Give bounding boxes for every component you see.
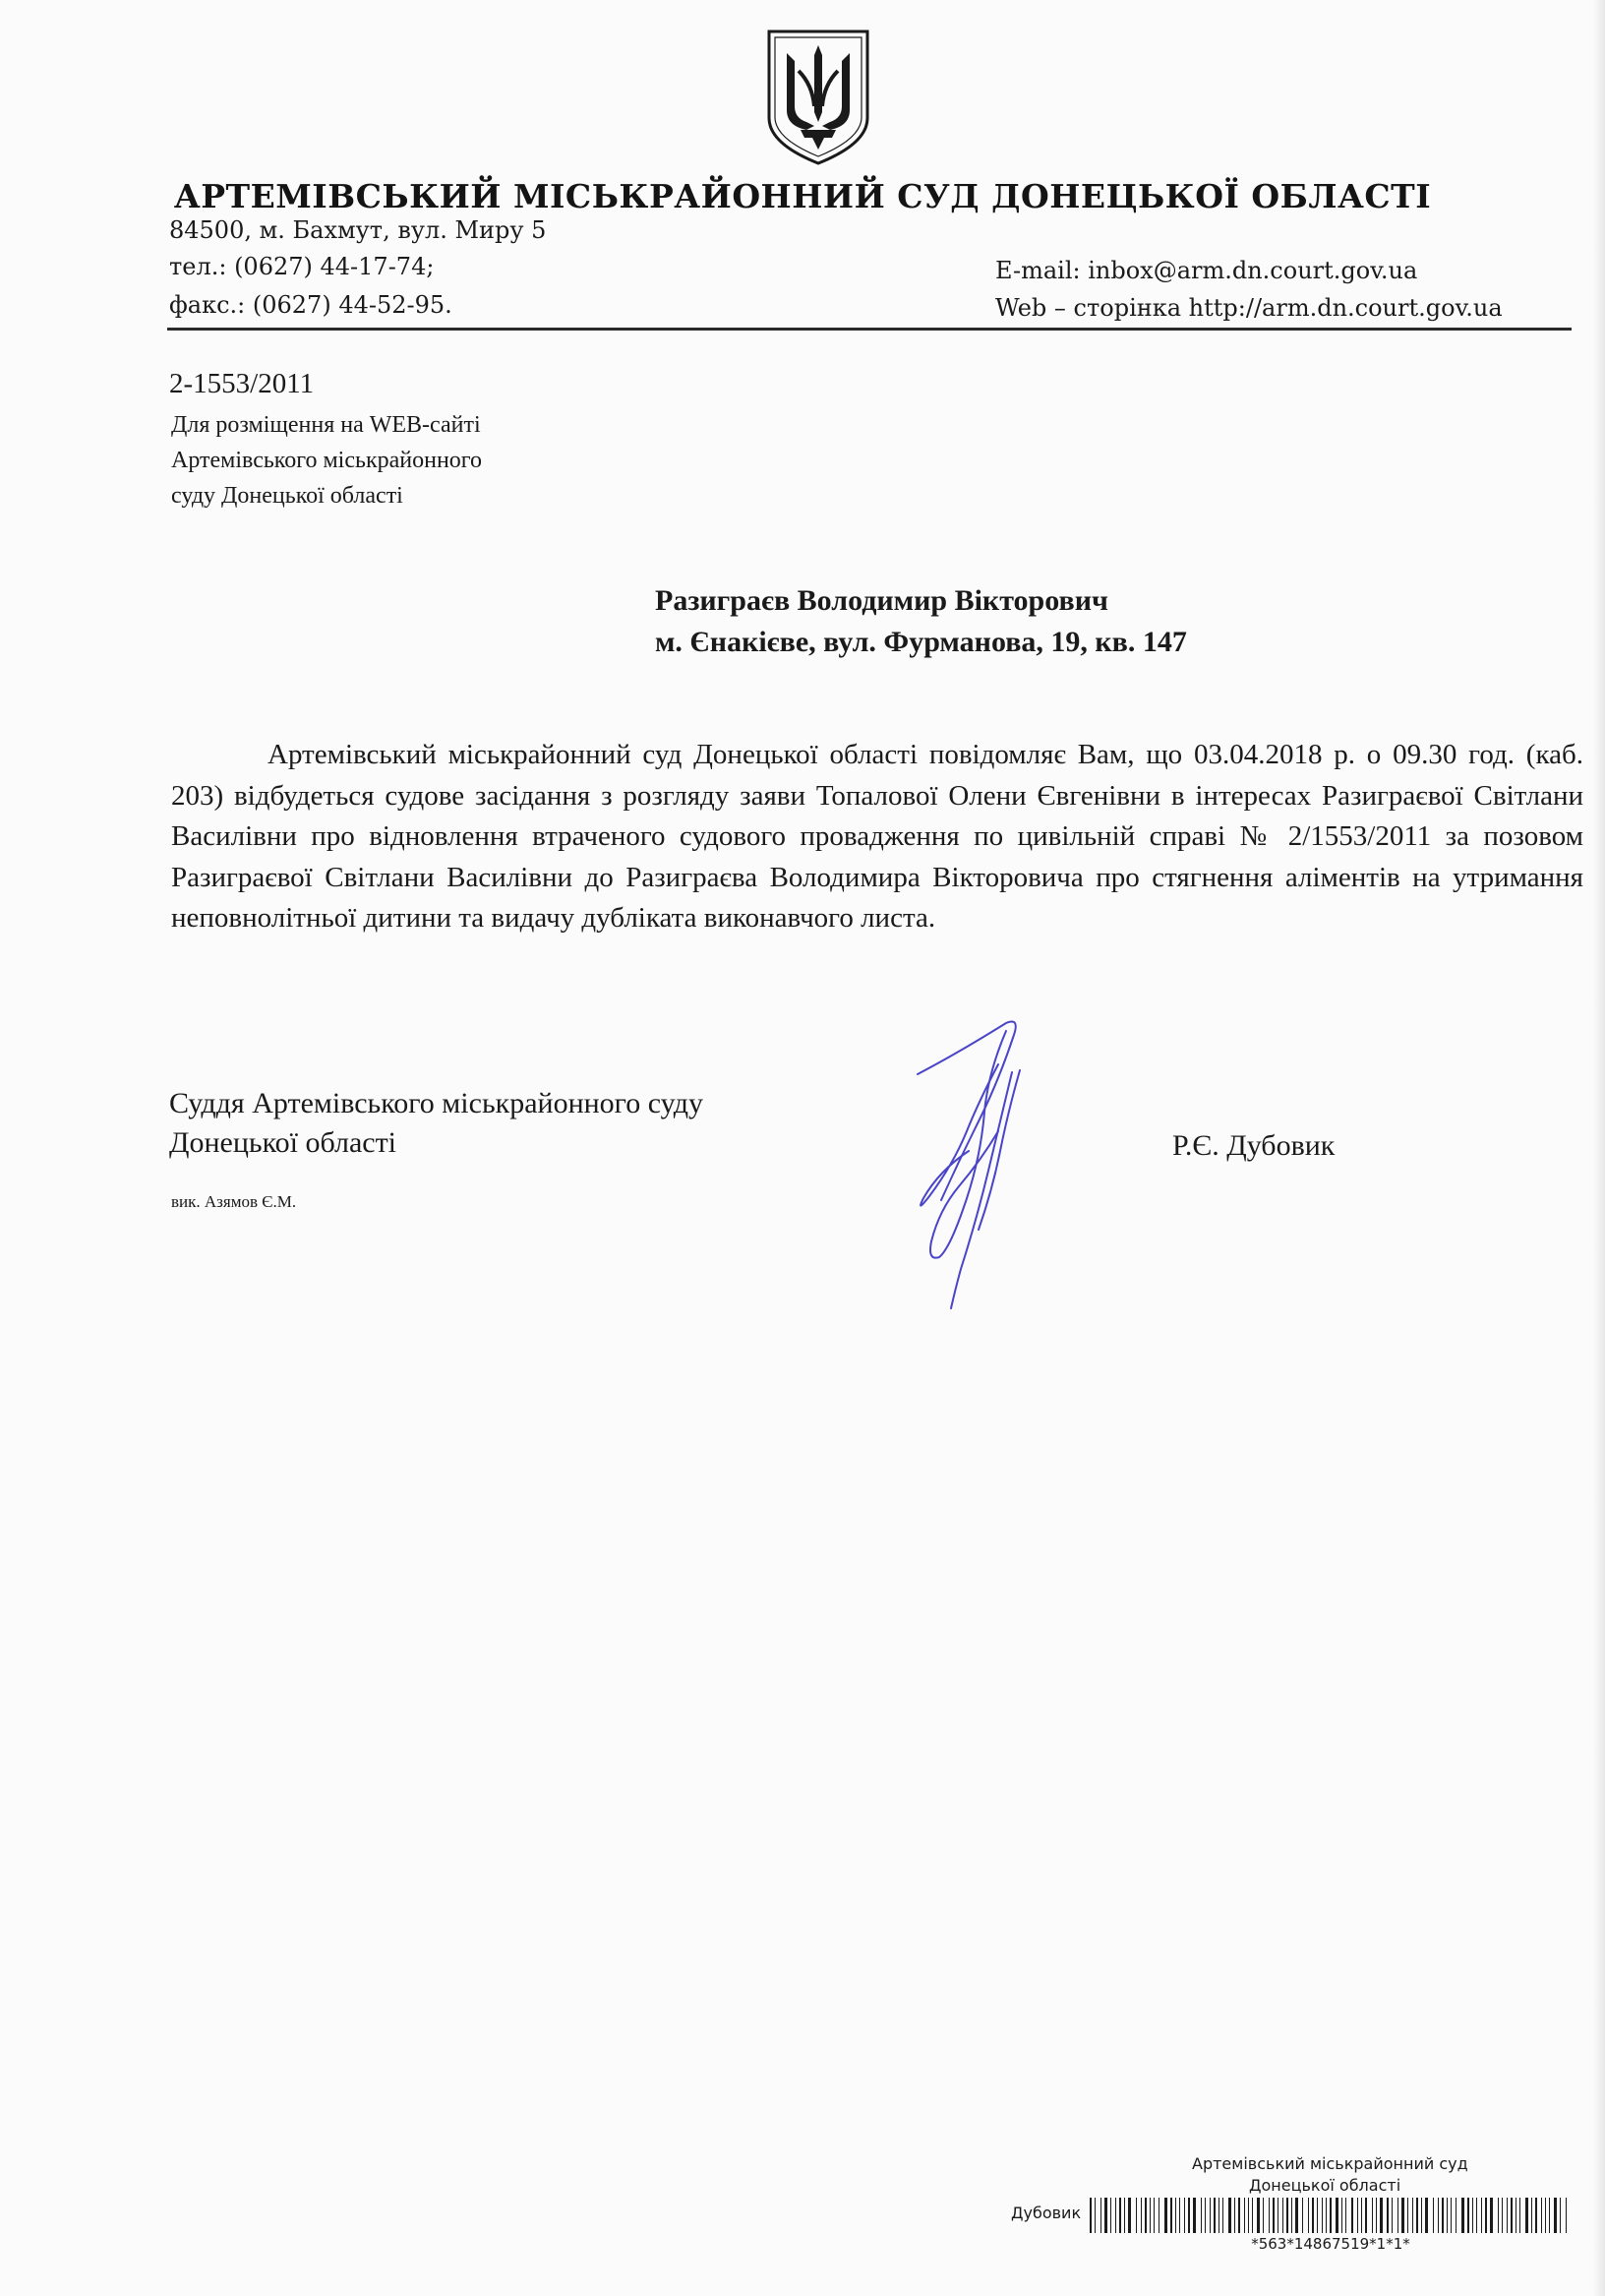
barcode-bar <box>1115 2198 1116 2233</box>
barcode-bar <box>1302 2198 1303 2233</box>
barcode-bar <box>1263 2198 1264 2233</box>
barcode-bar <box>1128 2198 1131 2233</box>
scan-edge-shadow <box>1593 0 1605 2296</box>
barcode-bar <box>1104 2198 1107 2233</box>
barcode-bar <box>1397 2198 1398 2233</box>
barcode-bar <box>1273 2198 1275 2233</box>
court-fax: факс.: (0627) 44-52-95. <box>169 291 452 319</box>
court-address: 84500, м. Бахмут, вул. Миру 5 <box>169 216 547 244</box>
barcode-bar <box>1317 2198 1318 2233</box>
barcode-bar <box>1345 2198 1346 2233</box>
barcode-bar <box>1433 2198 1434 2233</box>
barcode-bar <box>1376 2198 1377 2233</box>
barcode-bar <box>1201 2198 1202 2233</box>
barcode-bar <box>1485 2198 1487 2233</box>
barcode-bar <box>1193 2198 1196 2233</box>
court-website: Web – сторінка http://arm.dn.court.gov.ua <box>995 294 1503 322</box>
barcode-bar <box>1541 2198 1542 2233</box>
barcode-bar <box>1110 2198 1111 2233</box>
placement-note-line-3: суду Донецької області <box>171 483 403 509</box>
barcode-bar <box>1308 2198 1309 2233</box>
barcode-bar <box>1407 2198 1408 2233</box>
header-divider <box>167 328 1572 331</box>
executor-name: вик. Азямов Є.М. <box>171 1192 297 1211</box>
barcode-bar <box>1525 2198 1528 2233</box>
barcode-bar <box>1361 2198 1362 2233</box>
barcode-bar <box>1090 2198 1092 2233</box>
barcode-bar <box>1257 2198 1260 2233</box>
barcode-bar <box>1380 2198 1383 2233</box>
barcode-bar <box>1498 2198 1499 2233</box>
court-name-heading: АРТЕМІВСЬКИЙ МІСЬКРАЙОННИЙ СУД ДОНЕЦЬКОЇ ОБЛАСТІ <box>173 177 1432 215</box>
barcode-bar <box>1145 2198 1147 2233</box>
barcode-bar <box>1412 2198 1413 2233</box>
barcode-bar <box>1175 2198 1176 2233</box>
barcode-bar <box>1179 2198 1180 2233</box>
registration-label: Дубовик <box>1011 2204 1082 2222</box>
barcode-bar <box>1336 2198 1338 2233</box>
barcode-bar <box>1442 2198 1444 2233</box>
judge-title-line-2: Донецької області <box>169 1126 397 1159</box>
barcode-bar <box>1519 2198 1520 2233</box>
barcode-bar <box>1507 2198 1508 2233</box>
barcode-bar <box>1554 2198 1557 2233</box>
barcode-bar <box>1416 2198 1418 2233</box>
barcode-bar <box>1511 2198 1513 2233</box>
barcode-bar <box>1252 2198 1253 2233</box>
addressee-name: Разиграєв Володимир Вікторович <box>655 584 1108 617</box>
barcode-bar <box>1188 2198 1190 2233</box>
barcode-bar <box>1222 2198 1223 2233</box>
placement-note-line-2: Артемівського міськрайонного <box>171 448 483 473</box>
registration-court-line-1: Артемівський міськрайонний суд <box>1192 2154 1468 2173</box>
case-number: 2-1553/2011 <box>169 368 315 399</box>
judge-title-line-1: Суддя Артемівського міськрайонного суду <box>169 1087 704 1119</box>
barcode-bar <box>1291 2198 1292 2233</box>
barcode-bar <box>1282 2198 1283 2233</box>
barcode-bar <box>1214 2198 1216 2233</box>
barcode-bar <box>1234 2198 1235 2233</box>
barcode-bar <box>1365 2198 1367 2233</box>
addressee-address: м. Єнакієве, вул. Фурманова, 19, кв. 147 <box>655 626 1187 658</box>
barcode-bar <box>1476 2198 1477 2233</box>
registration-barcode <box>1090 2198 1572 2233</box>
barcode-bar <box>1357 2198 1358 2233</box>
notice-body: Артемівський міськрайонний суд Донецької області повідомляє Вам, що 03.04.2018 р. о 09.30 год. (каб. 203) відбудеться судове засідання з розгляду заяви Топалової Олени Євгенівни в інтересах Разиграєвої Світлани Василівни про відновлення втраченого судового провадження по цивільній справі № 2/1553/2011 за позовом Разиграєвої Світлани Василівни до Разиграєва Володимира Вікторовича про стягнення аліментів на утримання неповнолітньої дитини та видачу дубліката виконавчого листа. <box>171 739 1583 934</box>
registration-court-line-2: Донецької області <box>1249 2176 1401 2195</box>
barcode-bar <box>1425 2198 1428 2233</box>
barcode-bar <box>1210 2198 1211 2233</box>
barcode-bar <box>1141 2198 1142 2233</box>
barcode-bar <box>1312 2198 1314 2233</box>
barcode-bar <box>1228 2198 1231 2233</box>
barcode-bar <box>1164 2198 1167 2233</box>
barcode-bar <box>1451 2198 1452 2233</box>
barcode-bar <box>1387 2198 1389 2233</box>
barcode-bar <box>1248 2198 1249 2233</box>
judge-name: Р.Є. Дубовик <box>1172 1129 1336 1162</box>
barcode-bar <box>1490 2198 1493 2233</box>
barcode-bar <box>1124 2198 1125 2233</box>
barcode-bar <box>1100 2198 1101 2233</box>
barcode-bar <box>1286 2198 1288 2233</box>
barcode-bar <box>1119 2198 1121 2233</box>
barcode-bar <box>1330 2198 1332 2233</box>
barcode-bar <box>1150 2198 1151 2233</box>
barcode-bar <box>1467 2198 1469 2233</box>
barcode-bar <box>1326 2198 1327 2233</box>
barcode-bar <box>1136 2198 1137 2233</box>
placement-note-line-1: Для розміщення на WEB-сайті <box>171 412 481 438</box>
barcode-bar <box>1095 2198 1096 2233</box>
barcode-bar <box>1502 2198 1503 2233</box>
barcode-number: *563*14867519*1*1* <box>1251 2235 1410 2253</box>
barcode-bar <box>1170 2198 1172 2233</box>
barcode-bar <box>1438 2198 1439 2233</box>
barcode-bar <box>1461 2198 1464 2233</box>
trident-coat-of-arms-icon <box>763 28 873 167</box>
barcode-bar <box>1322 2198 1323 2233</box>
court-email: E-mail: inbox@arm.dn.court.gov.ua <box>995 257 1418 284</box>
barcode-bar <box>1481 2198 1482 2233</box>
barcode-bar <box>1401 2198 1404 2233</box>
barcode-bar <box>1244 2198 1245 2233</box>
barcode-bar <box>1531 2198 1532 2233</box>
barcode-bar <box>1421 2198 1422 2233</box>
barcode-bar <box>1549 2198 1550 2233</box>
barcode-bar <box>1447 2198 1448 2233</box>
barcode-bar <box>1535 2198 1537 2233</box>
barcode-bar <box>1351 2198 1353 2233</box>
barcode-bar <box>1560 2198 1561 2233</box>
barcode-bar <box>1238 2198 1240 2233</box>
barcode-bar <box>1545 2198 1546 2233</box>
barcode-bar <box>1566 2198 1567 2233</box>
barcode-bar <box>1269 2198 1270 2233</box>
barcode-bar <box>1372 2198 1373 2233</box>
barcode-bar <box>1472 2198 1473 2233</box>
barcode-bar <box>1184 2198 1185 2233</box>
barcode-bar <box>1341 2198 1342 2233</box>
barcode-bar <box>1154 2198 1155 2233</box>
court-phone: тел.: (0627) 44-17-74; <box>169 253 435 280</box>
barcode-bar <box>1205 2198 1206 2233</box>
barcode-bar <box>1295 2198 1298 2233</box>
barcode-bar <box>1392 2198 1393 2233</box>
handwritten-signature <box>890 1013 1057 1318</box>
